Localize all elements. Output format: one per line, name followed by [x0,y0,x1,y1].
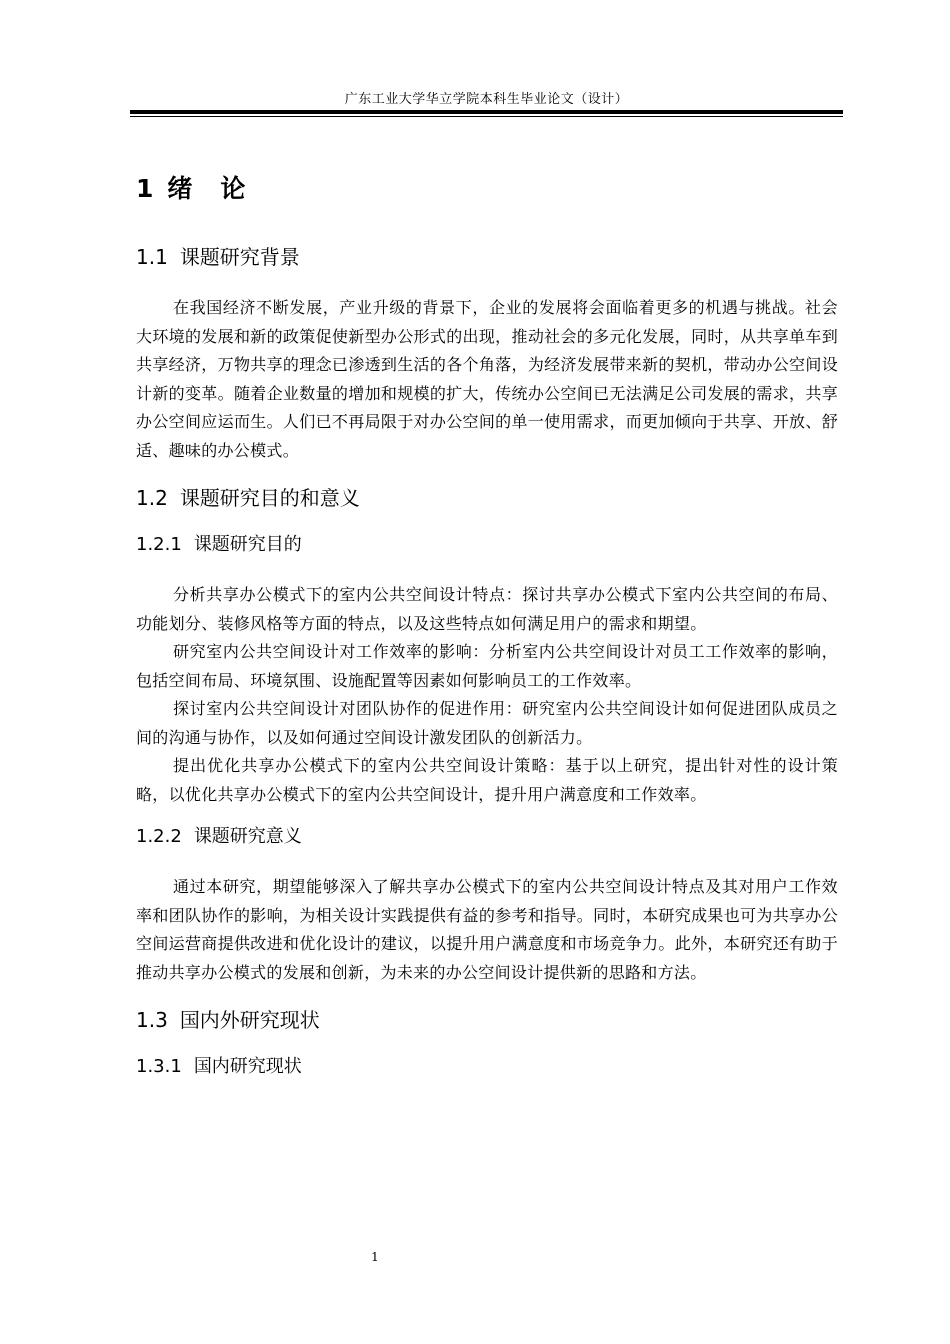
section-1-2-1-paragraph-2: 研究室内公共空间设计对工作效率的影响：分析室内公共空间设计对员工工作效率的影响，包括空间布局、环境氛围、设施配置等因素如何影响员工的工作效率。 [136,642,838,690]
running-header: 广东工业大学华立学院本科生毕业论文（设计） [344,92,629,107]
section-1-1-paragraph: 在我国经济不断发展，产业升级的背景下，企业的发展将会面临着更多的机遇与挑战。社会大环境的发展和新的政策促使新型办公形式的出现，推动社会的多元化发展，同时，从共享单车到共享经济，万物共享的理念已渗透到生活的各个角落，为经济发展带来新的契机，带动办公空间设计新的变革。随着企业数量的增加和规模的扩大，传统办公空间已无法满足公司发展的需求，共享办公空间应运而生。人们已不再局限于对办公空间的单一使用需求，而更加倾向于共享、开放、舒适、趣味的办公模式。 [136,298,838,460]
section-1-3-1-heading [136,1053,838,1081]
section-1-2-1-paragraph-3: 探讨室内公共空间设计对团队协作的促进作用：研究室内公共空间设计如何促进团队成员之间的沟通与协作，以及如何通过空间设计激发团队的创新活力。 [136,699,838,747]
header-rule-thin [130,116,843,117]
section-number: 1.1 [136,245,168,269]
chapter-number: 1 [136,174,154,203]
section-1-3-heading [136,1005,838,1035]
section-1-2-heading [136,483,838,513]
section-title: 课题研究意义 [193,826,302,847]
section-title: 课题研究背景 [179,245,300,269]
section-number: 1.2 [136,486,168,510]
main-content [136,170,838,1081]
section-title: 课题研究目的和意义 [179,486,360,510]
section-number: 1.2.2 [136,826,182,847]
section-number: 1.3.1 [136,1056,182,1077]
chapter-title-part1: 绪 [167,174,193,203]
section-number: 1.3 [136,1008,168,1032]
section-title: 课题研究目的 [193,534,302,555]
section-1-1-heading [136,242,838,272]
header-rule-thick [130,110,843,114]
section-1-2-1-paragraph-4: 提出优化共享办公模式下的室内公共空间设计策略：基于以上研究，提出针对性的设计策略，以优化共享办公模式下的室内公共空间设计，提升用户满意度和工作效率。 [136,756,838,804]
section-1-2-1-paragraph-1: 分析共享办公模式下的室内公共空间设计特点：探讨共享办公模式下室内公共空间的布局、功能划分、装修风格等方面的特点，以及这些特点如何满足用户的需求和期望。 [136,585,838,633]
section-1-2-2-heading [136,823,838,851]
section-1-2-2-paragraph: 通过本研究，期望能够深入了解共享办公模式下的室内公共空间设计特点及其对用户工作效率和团队协作的影响，为相关设计实践提供有益的参考和指导。同时，本研究成果也可为共享办公空间运营商提供改进和优化设计的建议，以提升用户满意度和市场竞争力。此外，本研究还有助于推动共享办公模式的发展和创新，为未来的办公空间设计提供新的思路和方法。 [136,877,838,982]
section-1-2-1-heading [136,531,838,559]
page-number: 1 [371,1250,379,1264]
section-title: 国内研究现状 [193,1056,302,1077]
section-title: 国内外研究现状 [179,1008,320,1032]
chapter-title-part2: 论 [220,174,246,203]
chapter-title [136,170,838,208]
section-number: 1.2.1 [136,534,182,555]
